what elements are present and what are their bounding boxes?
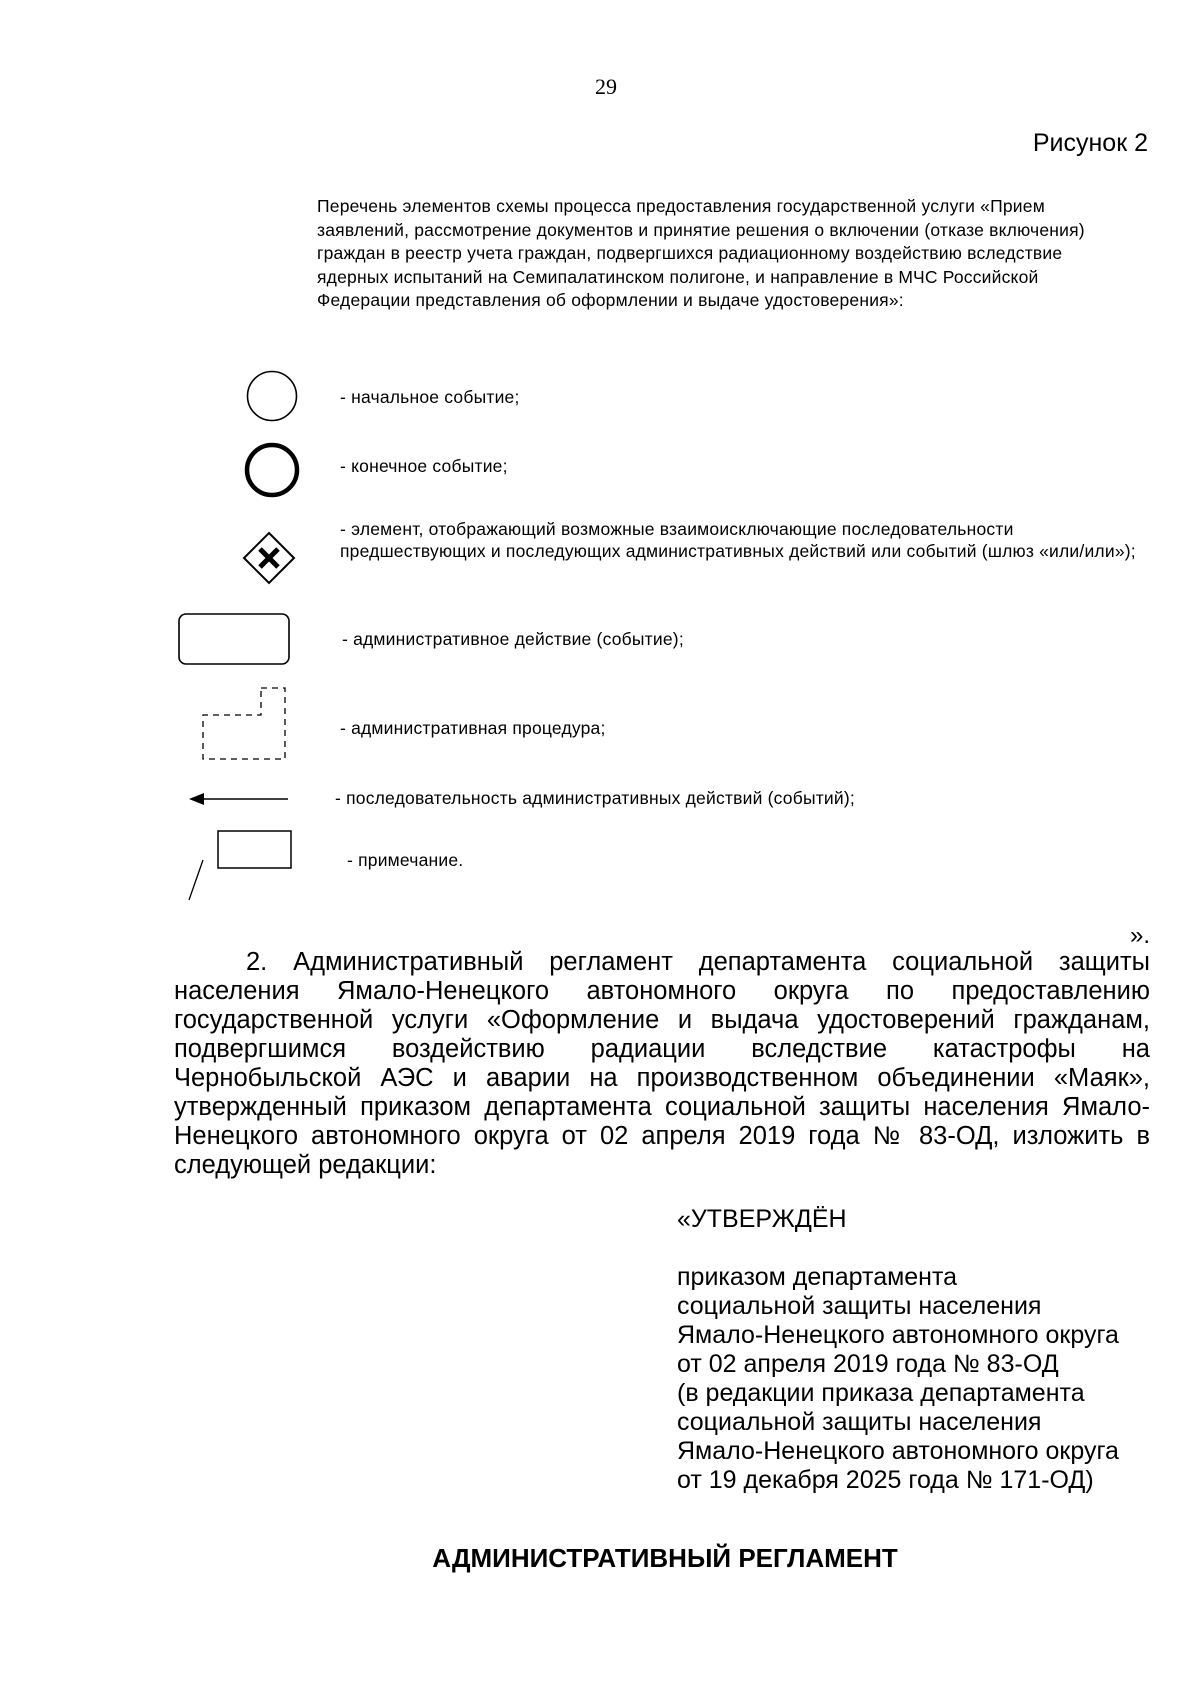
end-event-icon <box>243 441 301 499</box>
paragraph-2 <box>174 948 1150 1180</box>
document-title: АДМИНИСТРАТИВНЫЙ РЕГЛАМЕНТ <box>432 1543 898 1573</box>
approval-title: «УТВЕРЖДЁН <box>677 1205 847 1233</box>
approval-line: социальной защиты населения <box>677 1408 1042 1436</box>
closing-quote: ». <box>1129 922 1150 949</box>
legend-item-task: - административное действие (событие); <box>342 629 684 649</box>
task-icon <box>177 612 293 668</box>
page-number: 29 <box>595 74 617 99</box>
exclusive-gateway-icon <box>241 530 297 586</box>
approval-line: Ямало-Ненецкого автономного округа <box>677 1437 1119 1465</box>
annotation-icon <box>184 828 296 904</box>
legend-item-sequence-flow: - последовательность административных действий (событий); <box>335 788 855 808</box>
paragraph-2-text: 2. Административный регламент департамента социальной защиты населения Ямало-Ненецкого автономного округа по предоставлению государственной услуги «Оформление и выдача удостоверений гражданам, подвергшимся воздействию радиации вследствие катастрофы на Чернобыльской АЭС и аварии на производственном объединении «Маяк», утвержденный приказом департамента социальной защиты населения Ямало-Ненецкого автономного округа от 02 апреля 2019 года № 83-ОД, изложить в следующей редакции: <box>174 948 1150 1179</box>
approval-line: от 19 декабря 2025 года № 171-ОД) <box>677 1466 1094 1494</box>
approval-block <box>677 1205 1177 1495</box>
start-event-icon <box>244 368 300 424</box>
legend-item-annotation: - примечание. <box>347 850 464 870</box>
approval-line: Ямало-Ненецкого автономного округа <box>677 1321 1119 1349</box>
legend-intro: Перечень элементов схемы процесса предоставления государственной услуги «Прием заявлений, рассмотрение документов и принятие решения о включении (отказе включения) граждан в реестр учета граждан, подвергшихся радиационному воздействию вследствие ядерных испытаний на Семипалатинском полигоне, и направление в МЧС Российской Федерации представления об оформлении и выдаче удостоверения»: <box>317 196 1085 310</box>
approval-line: приказом департамента <box>677 1263 958 1291</box>
legend-item-gateway: - элемент, отображающий возможные взаимоисключающие последовательности предшествующих и последующих административных действий или событий (шлюз «или/или»); <box>340 519 1136 561</box>
sequence-flow-arrow-icon <box>188 788 292 810</box>
subprocess-icon <box>200 685 292 763</box>
legend-item-subprocess: - административная процедура; <box>340 718 606 738</box>
approval-line: социальной защиты населения <box>677 1292 1042 1320</box>
legend-item-start-event: - начальное событие; <box>340 387 520 407</box>
approval-line: (в редакции приказа департамента <box>677 1379 1085 1407</box>
figure-label: Рисунок 2 <box>1032 129 1148 157</box>
approval-line: от 02 апреля 2019 года № 83-ОД <box>677 1350 1059 1378</box>
legend-item-end-event: - конечное событие; <box>340 456 508 476</box>
